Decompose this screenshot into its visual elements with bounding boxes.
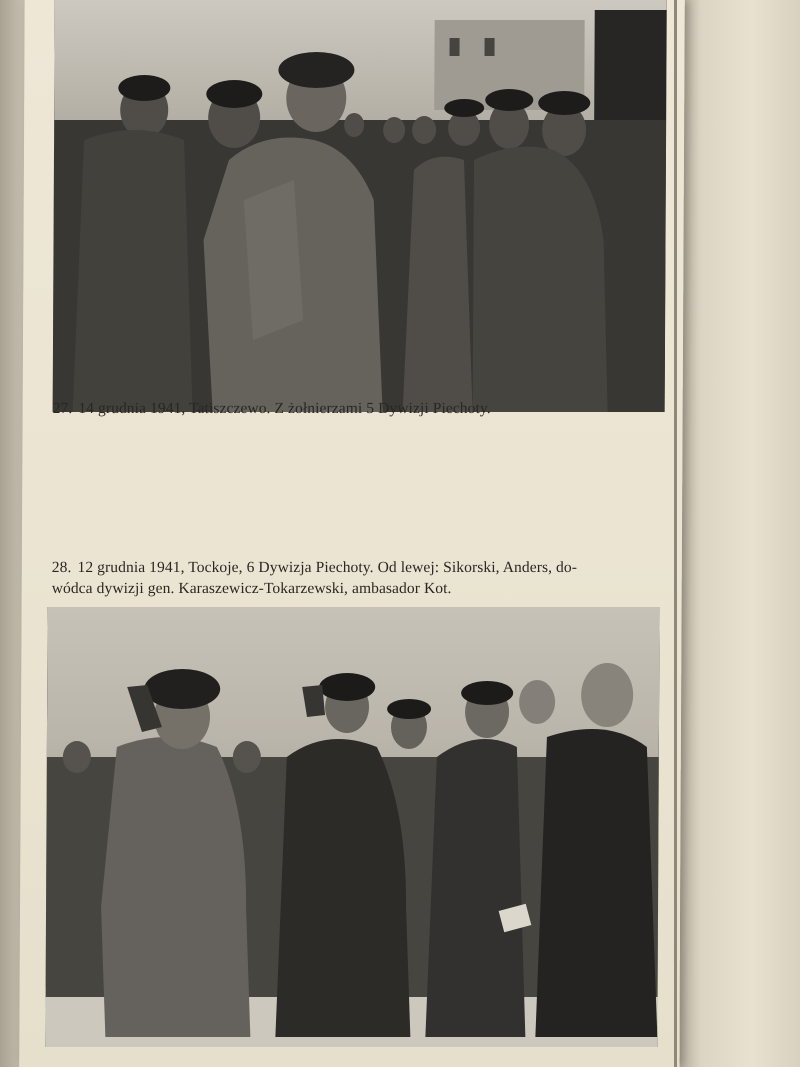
photo-27-image — [53, 0, 667, 412]
photo-28 — [45, 607, 659, 1047]
photo-28-caption-line-2: wódca dywizji gen. Karaszewicz-Tokarzewski, ambasador Kot. — [51, 580, 452, 597]
photo-28-image — [45, 607, 659, 1047]
page-fold-line — [674, 0, 677, 1067]
photo-27-number: 27. — [52, 400, 73, 417]
book-page — [19, 0, 685, 1067]
photo-28-caption-line-1-text: 12 grudnia 1941, Tockoje, 6 Dywizja Piechoty. Od lewej: Sikorski, Anders, do- — [77, 559, 578, 576]
photo-28-caption-line-1 — [52, 557, 672, 578]
photo-27 — [53, 0, 667, 412]
photo-28-caption — [52, 557, 672, 599]
photo-27-caption — [53, 398, 673, 419]
photo-28-number: 28. — [51, 559, 72, 576]
facing-page-edge — [680, 0, 800, 1067]
photo-27-caption-text: 14 grudnia 1941, Tatiszczewo. Z żołnierzami 5 Dywizji Piechoty. — [78, 400, 491, 417]
